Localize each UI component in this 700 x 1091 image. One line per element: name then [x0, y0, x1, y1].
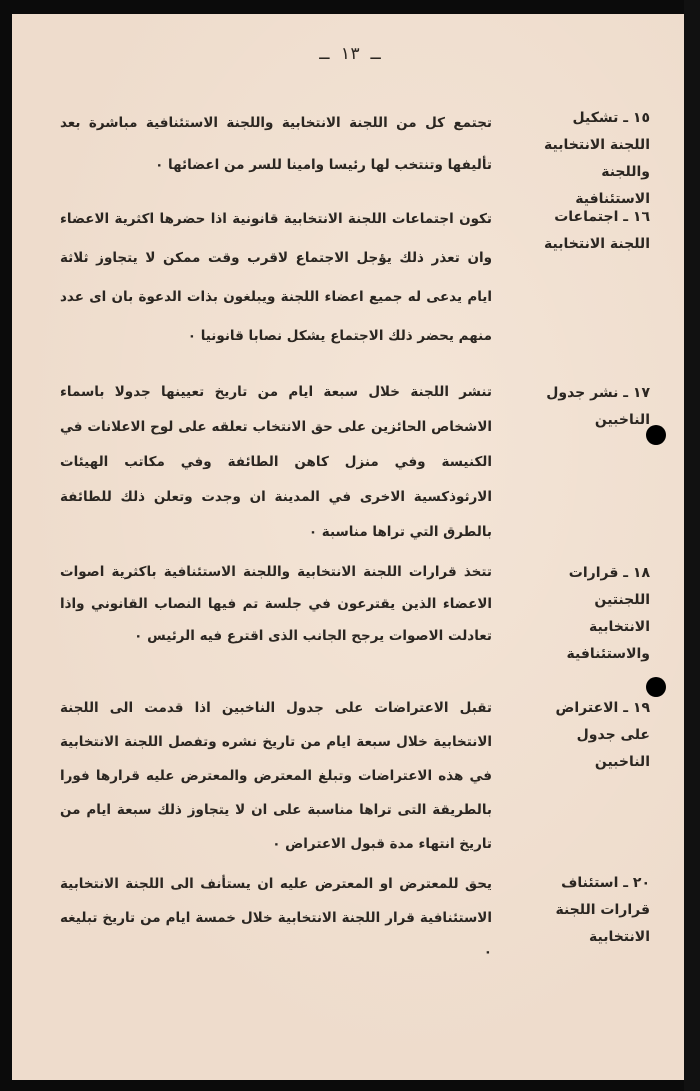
article-heading: ١٧ ـ نشر جدول الناخبين [546, 385, 650, 428]
punch-hole [646, 677, 666, 697]
page-number: ـ ١٣ ـ [319, 44, 381, 64]
article-body: تجتمع كل من اللجنة الانتخابية واللجنة الاستئنافية مباشرة بعد تأليفها وتنتخب لها رئيسا وامينا للسر من اعضائها ٠ [60, 115, 492, 173]
article-body: تقبل الاعتراضات على جدول الناخبين اذا قدمت الى اللجنة الانتخابية خلال سبعة ايام من تاريخ نشره وتفصل اللجنة الانتخابية في هذه الاعتراضات وتبلغ المعترض والمعترض عليه قرارها فورا بالطريقة التى تراها مناسبة على ان لا يتجاوز ذلك سبعة ايام من تاريخ انتهاء مدة قبول الاعتراض ٠ [60, 700, 492, 852]
article-body: تكون اجتماعات اللجنة الانتخابية قانونية اذا حضرها اكثرية الاعضاء وان تعذر ذلك يؤجل الاجتماع لاقرب وقت ممكن لا يتجاوز ثلاثة ايام يدعى له جميع اعضاء اللجنة ويبلغون بذات الدعوة بان اى عدد منهم يحضر ذلك الاجتماع يشكل نصابا قانونيا ٠ [60, 211, 492, 344]
article-heading: ١٥ ـ تشكيل اللجنة الانتخابية واللجنة الاستئنافية [544, 110, 650, 207]
article-heading: ٢٠ ـ استئناف قرارات اللجنة الانتخابية [555, 875, 650, 945]
article-body: تتخذ قرارات اللجنة الانتخابية واللجنة الاستئنافية باكثرية اصوات الاعضاء الذين يقترعون في جلسة تم فيها النصاب القانوني واذا تعادلت الاصوات يرجح الجانب الذى اقترع فيه الرئيس ٠ [60, 564, 492, 644]
article-heading: ١٦ ـ اجتماعات اللجنة الانتخابية [544, 209, 650, 252]
page-edge [684, 0, 700, 1091]
article-body: يحق للمعترض او المعترض عليه ان يستأنف الى اللجنة الانتخابية الاستئنافية قرار اللجنة الانتخابية خلال خمسة ايام من تاريخ تبليغه ٠ [60, 876, 492, 960]
article-heading: ١٨ ـ قرارات اللجنتين الانتخابية والاستئنافية [566, 565, 650, 662]
article-body: تنشر اللجنة خلال سبعة ايام من تاريخ تعيينها جدولا باسماء الاشخاص الحائزين على حق الانتخاب تعلقه على لوح الاعلانات في الكنيسة وفي منزل كاهن الطائفة وفي مكاتب الهيئات الارثوذكسية الاخرى في المدينة ان وجدت وتعلن ذلك للطائفة بالطرق التي تراها مناسبة ٠ [60, 384, 492, 540]
punch-hole [646, 425, 666, 445]
article-heading: ١٩ ـ الاعتراض على جدول الناخبين [555, 700, 650, 770]
